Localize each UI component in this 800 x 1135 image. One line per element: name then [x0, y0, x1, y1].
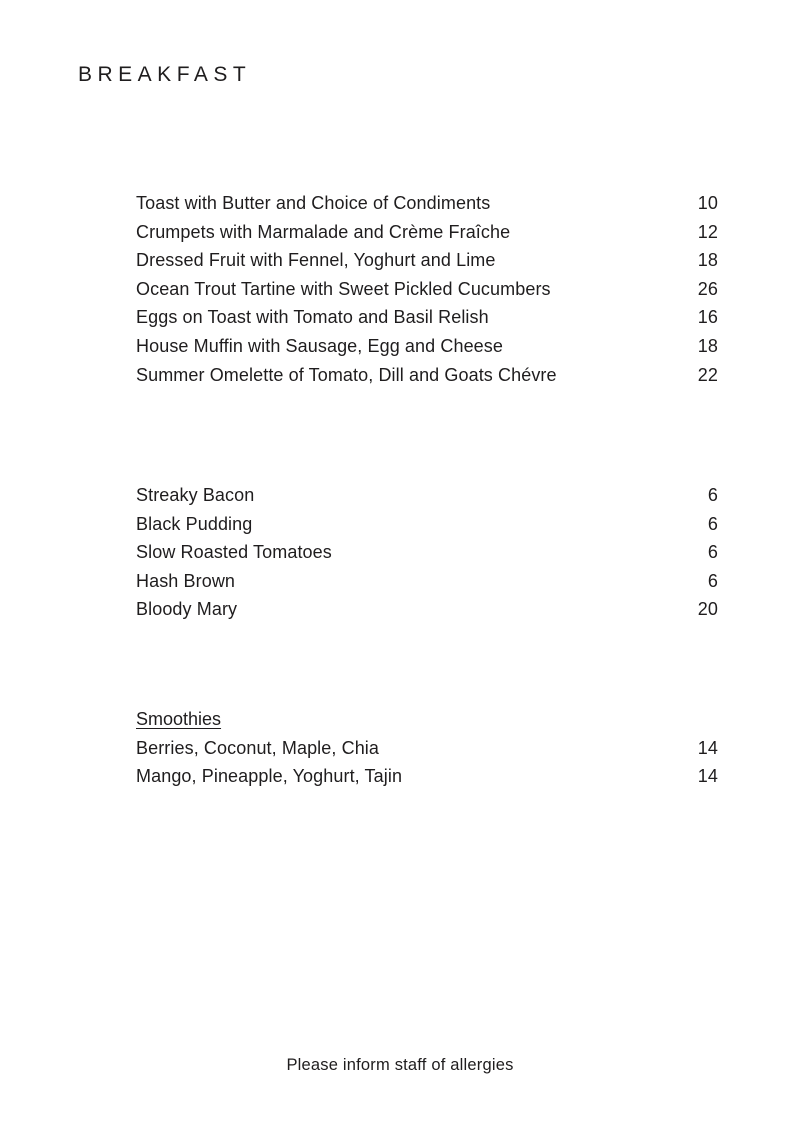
- menu-item-row: [136, 246, 718, 275]
- menu-item-price: 10: [697, 193, 718, 213]
- menu-item-row: [136, 595, 718, 624]
- menu-item-row: [136, 275, 718, 304]
- menu-item-price: 20: [697, 599, 718, 620]
- menu-item-name: Crumpets with Marmalade and Crème Fraîche: [136, 221, 511, 242]
- menu-item-name: Hash Brown: [136, 570, 236, 591]
- menu-item-row: [136, 567, 718, 596]
- menu-item-name: Dressed Fruit with Fennel, Yoghurt and Lime: [136, 250, 496, 271]
- menu-item-name: Summer Omelette of Tomato, Dill and Goats Chévre: [136, 364, 557, 385]
- allergy-notice: Please inform staff of allergies: [286, 1056, 514, 1074]
- menu-item-row: [136, 510, 718, 539]
- menu-item-price: 14: [697, 737, 718, 758]
- menu-section-smoothies: [136, 705, 718, 791]
- menu-item-price: 26: [697, 278, 718, 299]
- menu-item-price: 18: [697, 250, 718, 271]
- menu-item-price: 6: [707, 542, 718, 563]
- menu-item-name: Mango, Pineapple, Yoghurt, Tajin: [136, 766, 403, 787]
- menu-item-row: [136, 538, 718, 567]
- menu-item-price: 12: [697, 221, 718, 242]
- menu-item-name: Bloody Mary: [136, 599, 238, 620]
- menu-item-price: 16: [697, 307, 718, 328]
- menu-item-name: Streaky Bacon: [136, 485, 255, 505]
- menu-item-row: [136, 734, 718, 763]
- menu-item-price: 6: [707, 513, 718, 534]
- menu-item-row: [136, 481, 718, 510]
- menu-item-name: Eggs on Toast with Tomato and Basil Relish: [136, 307, 489, 328]
- menu-item-name: Ocean Trout Tartine with Sweet Pickled Cucumbers: [136, 278, 551, 299]
- section-header-smoothies: Smoothies: [136, 709, 222, 729]
- menu-item-price: 18: [697, 335, 718, 356]
- menu-item-name: Slow Roasted Tomatoes: [136, 542, 332, 563]
- menu-item-name: Black Pudding: [136, 513, 253, 534]
- menu-item-name: Berries, Coconut, Maple, Chia: [136, 737, 380, 758]
- menu-item-price: 6: [707, 570, 718, 591]
- menu-item-price: 6: [707, 485, 718, 505]
- menu-item-row: [136, 303, 718, 332]
- menu-section-mains: [136, 189, 718, 389]
- menu-item-row: [136, 189, 718, 218]
- menu-item-row: [136, 332, 718, 361]
- menu-section-sides: [136, 481, 718, 624]
- menu-item-name: Toast with Butter and Choice of Condiments: [136, 193, 491, 213]
- page-title: BREAKFAST: [78, 63, 252, 86]
- menu-item-row: [136, 762, 718, 791]
- menu-item-row: [136, 218, 718, 247]
- menu-item-name: House Muffin with Sausage, Egg and Cheese: [136, 335, 503, 356]
- menu-item-price: 22: [697, 364, 718, 385]
- menu-item-price: 14: [697, 766, 718, 787]
- menu-item-row: [136, 361, 718, 390]
